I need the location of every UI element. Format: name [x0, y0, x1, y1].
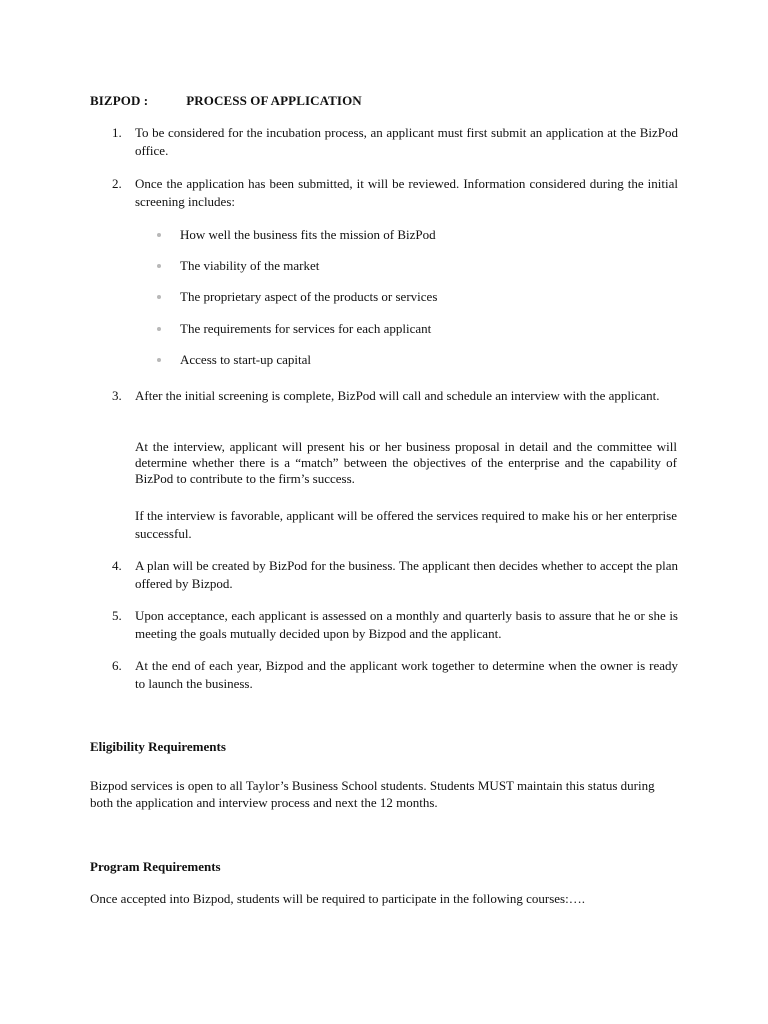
list-number: 4.	[112, 558, 122, 573]
eligibility-text: Bizpod services is open to all Taylor’s Business School students. Students MUST maintain this status during both the application and interview process and next the 12 months.	[90, 778, 655, 810]
list-item	[112, 557, 678, 593]
list-text: At the end of each year, Bizpod and the applicant work together to determine when the owner is ready to launch the business.	[135, 658, 678, 691]
program-heading: Program Requirements	[90, 859, 221, 874]
program-text: Once accepted into Bizpod, students will be required to participate in the following courses:….	[90, 891, 585, 906]
list-text: After the initial screening is complete, BizPod will call and schedule an interview with the applicant.	[135, 388, 660, 403]
bullet-text: The proprietary aspect of the products or services	[180, 289, 438, 304]
eligibility-heading: Eligibility Requirements	[90, 739, 226, 754]
page-heading	[90, 93, 362, 109]
bullet-text: How well the business fits the mission of BizPod	[180, 227, 436, 242]
heading-label: BIZPOD :	[90, 93, 149, 108]
bullet-icon	[157, 233, 161, 237]
step-paragraph: If the interview is favorable, applicant will be offered the services required to make his or her enterprise successful.	[135, 508, 677, 541]
list-text: Once the application has been submitted, it will be reviewed. Information considered during the initial screening includes:	[135, 176, 678, 209]
list-number: 5.	[112, 608, 122, 623]
step-paragraph: At the interview, applicant will present his or her business proposal in detail and the committee will determine whether there is a “match” between the objectives of the enterprise and the capability of BizPod to contribute to the firm’s success.	[135, 439, 677, 486]
list-number: 1.	[112, 125, 122, 140]
bullet-text: Access to start-up capital	[180, 352, 312, 367]
bullet-item	[157, 351, 311, 369]
list-text: To be considered for the incubation process, an applicant must first submit an application at the BizPod office.	[135, 125, 678, 158]
list-text: A plan will be created by BizPod for the business. The applicant then decides whether to accept the plan offered by Bizpod.	[135, 558, 678, 591]
bullet-icon	[157, 295, 161, 299]
list-number: 6.	[112, 658, 122, 673]
list-text: Upon acceptance, each applicant is assessed on a monthly and quarterly basis to assure that he or she is meeting the goals mutually decided upon by Bizpod and the applicant.	[135, 608, 678, 641]
bullet-item	[157, 320, 431, 338]
list-item	[112, 175, 678, 211]
list-item	[112, 124, 678, 160]
bullet-icon	[157, 358, 161, 362]
bullet-item	[157, 226, 436, 244]
list-item	[112, 657, 678, 693]
bullet-item	[157, 288, 437, 306]
list-item	[112, 607, 678, 643]
bullet-text: The viability of the market	[180, 258, 320, 273]
bullet-icon	[157, 264, 161, 268]
bullet-item	[157, 257, 319, 275]
bullet-text: The requirements for services for each applicant	[180, 321, 432, 336]
heading-title: PROCESS OF APPLICATION	[186, 93, 362, 108]
list-number: 3.	[112, 388, 122, 403]
list-item	[112, 388, 678, 404]
list-number: 2.	[112, 176, 122, 191]
bullet-icon	[157, 327, 161, 331]
